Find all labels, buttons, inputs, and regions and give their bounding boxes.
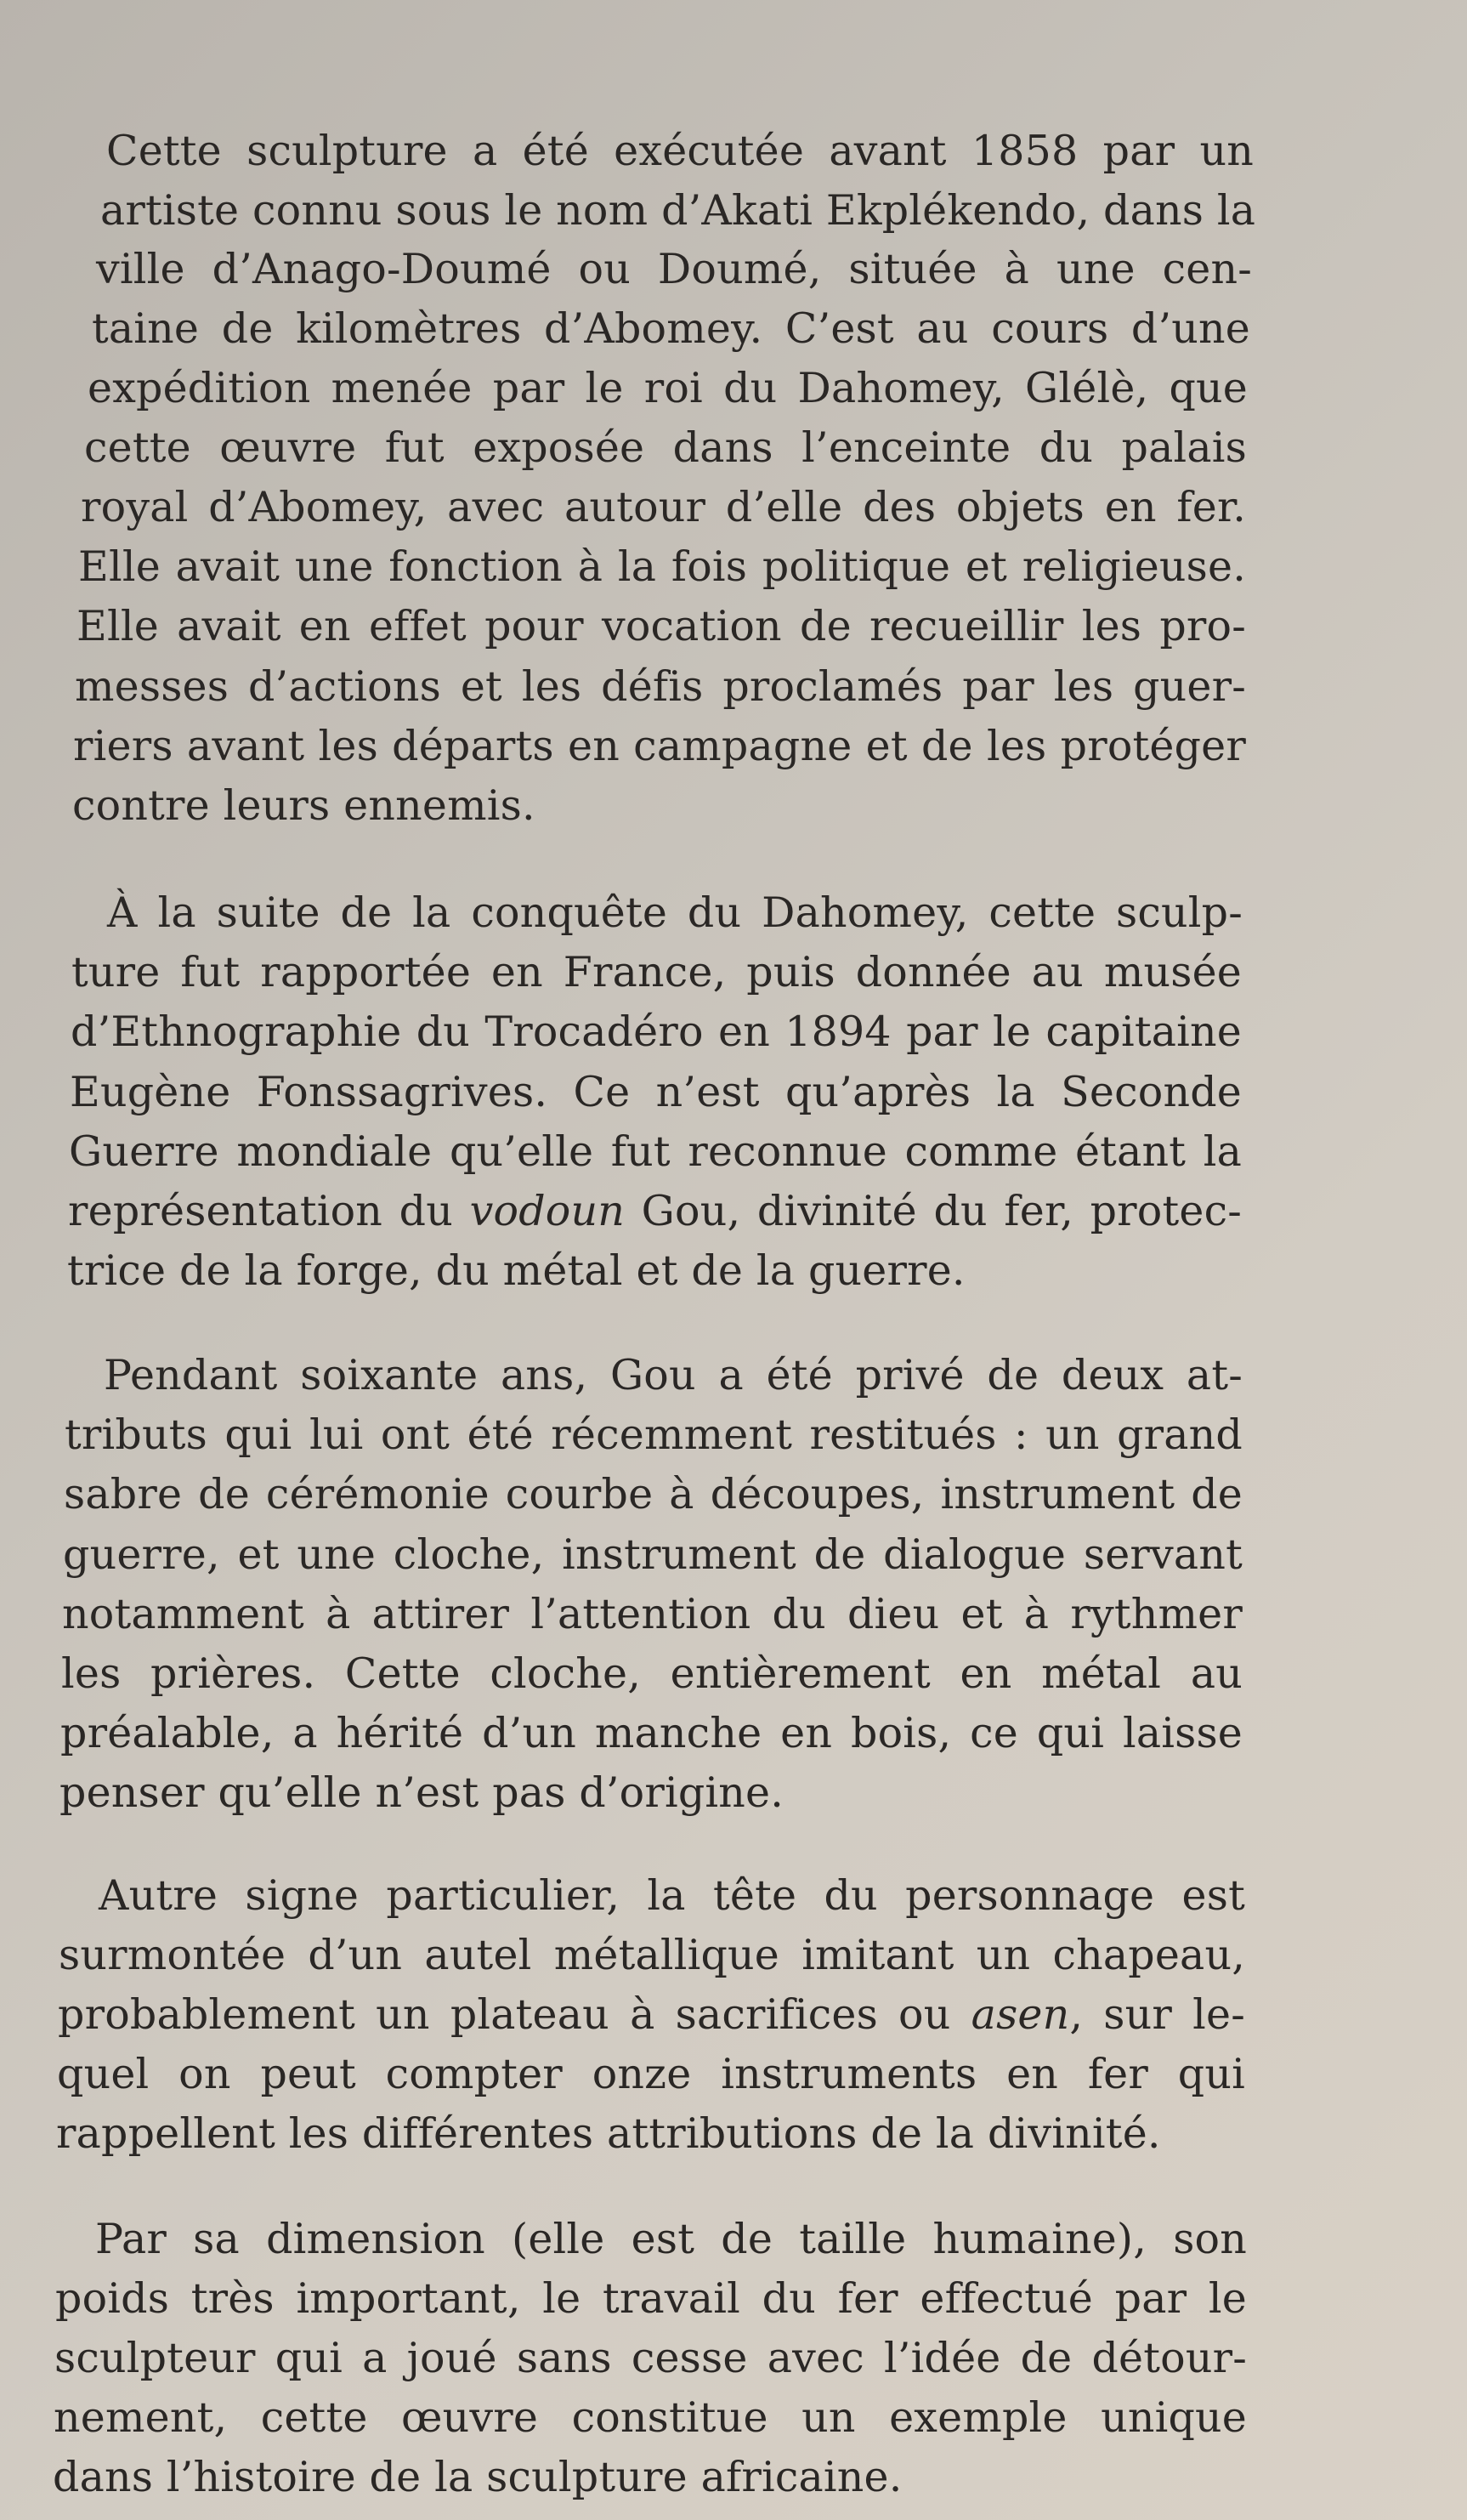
text-line: rappellent les différentes attributions de la divinité. <box>56 2109 1161 2158</box>
text-line: trice de la forge, du métal et de la guerre. <box>67 1246 966 1295</box>
text-line: préalable, a hérité d’un manche en bois, ce qui laisse <box>60 1709 1243 1757</box>
text-line: poids très important, le travail du fer effectué par le <box>55 2274 1247 2323</box>
text-line: Guerre mondiale qu’elle fut reconnue comme étant la <box>69 1127 1242 1176</box>
text-line: artiste connu sous le nom d’Akati Ekplékendo, dans la <box>100 186 1256 235</box>
text-line: dans l’histoire de la sculpture africaine. <box>53 2453 903 2501</box>
text-line: cette œuvre fut exposée dans l’enceinte du palais <box>84 423 1247 472</box>
text-line: Autre signe particulier, la tête du personnage est <box>99 1871 1245 1920</box>
text-line: d’Ethnographie du Trocadéro en 1894 par le capitaine <box>71 1007 1242 1056</box>
italic-term: vodoun <box>469 1187 626 1235</box>
text-segment: représentation du <box>68 1187 470 1235</box>
text-line: Elle avait une fonction à la fois politique et religieuse. <box>78 542 1246 591</box>
text-line: quel on peut compter onze instruments en fer qui <box>57 2050 1245 2098</box>
text-line: guerre, et une cloche, instrument de dialogue servant <box>63 1530 1243 1579</box>
text-line: Eugène Fonssagrives. Ce n’est qu’après la Seconde <box>70 1068 1242 1116</box>
text-line: notamment à attirer l’attention du dieu et à rythmer <box>62 1590 1243 1638</box>
text-line: Elle avait en effet pour vocation de recueillir les pro- <box>76 602 1246 650</box>
text-line: Pendant soixante ans, Gou a été privé de deux at- <box>104 1351 1243 1399</box>
text-line: expédition menée par le roi du Dahomey, Glélè, que <box>88 364 1248 412</box>
text-line: sculpteur qui a joué sans cesse avec l’idée de détour- <box>54 2334 1247 2382</box>
text-line: Par sa dimension (elle est de taille humaine), son <box>95 2215 1247 2263</box>
text-line: les prières. Cette cloche, entièrement en métal au <box>61 1649 1243 1698</box>
text-line: messes d’actions et les défis proclamés par les guer- <box>75 662 1246 711</box>
text-line <box>58 1989 1245 2040</box>
text-line: À la suite de la conquête du Dahomey, cette sculp- <box>107 888 1243 937</box>
text-line: ture fut rapportée en France, puis donnée au musée <box>71 948 1242 996</box>
text-segment: probablement un plateau à sacrifices ou <box>58 1990 971 2039</box>
text-line: riers avant les départs en campagne et de les protéger <box>73 722 1246 770</box>
text-line: ville d’Anago-Doumé ou Doumé, située à une cen- <box>96 245 1252 293</box>
text-line: contre leurs ennemis. <box>72 781 535 830</box>
text-line <box>68 1186 1242 1237</box>
text-line: taine de kilomètres d’Abomey. C’est au cours d’une <box>92 304 1250 353</box>
italic-term: asen <box>971 1990 1070 2039</box>
text-line: Cette sculpture a été exécutée avant 1858 par un <box>106 127 1254 175</box>
text-line: nement, cette œuvre constitue un exemple unique <box>54 2393 1247 2442</box>
text-line: sabre de cérémonie courbe à découpes, instrument de <box>64 1470 1243 1518</box>
text-line: penser qu’elle n’est pas d’origine. <box>59 1768 784 1817</box>
text-segment: , sur le- <box>1069 1990 1245 2039</box>
text-line: surmontée d’un autel métallique imitant un chapeau, <box>59 1931 1245 1979</box>
text-line: royal d’Abomey, avec autour d’elle des objets en fer. <box>81 483 1246 531</box>
text-line: tributs qui lui ont été récemment restitués : un grand <box>65 1410 1243 1459</box>
text-segment: Gou, divinité du fer, protec- <box>625 1187 1242 1235</box>
